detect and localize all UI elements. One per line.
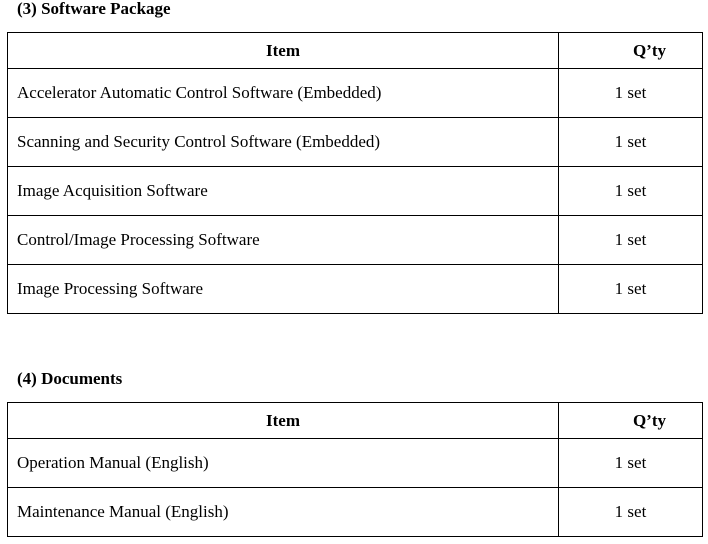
- documents-heading: (4) Documents: [17, 369, 123, 388]
- software-package-table: [7, 32, 703, 314]
- item-column-header: Item: [8, 403, 559, 439]
- qty-cell: 1 set: [559, 439, 703, 488]
- table-row: [8, 216, 703, 265]
- item-cell: Accelerator Automatic Control Software (Embedded): [8, 69, 559, 118]
- qty-column-header: Q’ty: [559, 403, 703, 439]
- table-row: [8, 69, 703, 118]
- qty-cell: 1 set: [559, 488, 703, 537]
- documents-table: [7, 402, 703, 537]
- table-row: [8, 488, 703, 537]
- table-row: [8, 167, 703, 216]
- qty-cell: 1 set: [559, 216, 703, 265]
- qty-cell: 1 set: [559, 167, 703, 216]
- table-header-row: [8, 33, 703, 69]
- table-row: [8, 118, 703, 167]
- software-package-heading: (3) Software Package: [17, 0, 171, 18]
- item-cell: Maintenance Manual (English): [8, 488, 559, 537]
- qty-cell: 1 set: [559, 69, 703, 118]
- qty-cell: 1 set: [559, 118, 703, 167]
- item-column-header: Item: [8, 33, 559, 69]
- item-cell: Image Processing Software: [8, 265, 559, 314]
- item-cell: Scanning and Security Control Software (Embedded): [8, 118, 559, 167]
- table-header-row: [8, 403, 703, 439]
- item-cell: Control/Image Processing Software: [8, 216, 559, 265]
- table-row: [8, 265, 703, 314]
- qty-cell: 1 set: [559, 265, 703, 314]
- item-cell: Operation Manual (English): [8, 439, 559, 488]
- qty-column-header: Q’ty: [559, 33, 703, 69]
- table-row: [8, 439, 703, 488]
- item-cell: Image Acquisition Software: [8, 167, 559, 216]
